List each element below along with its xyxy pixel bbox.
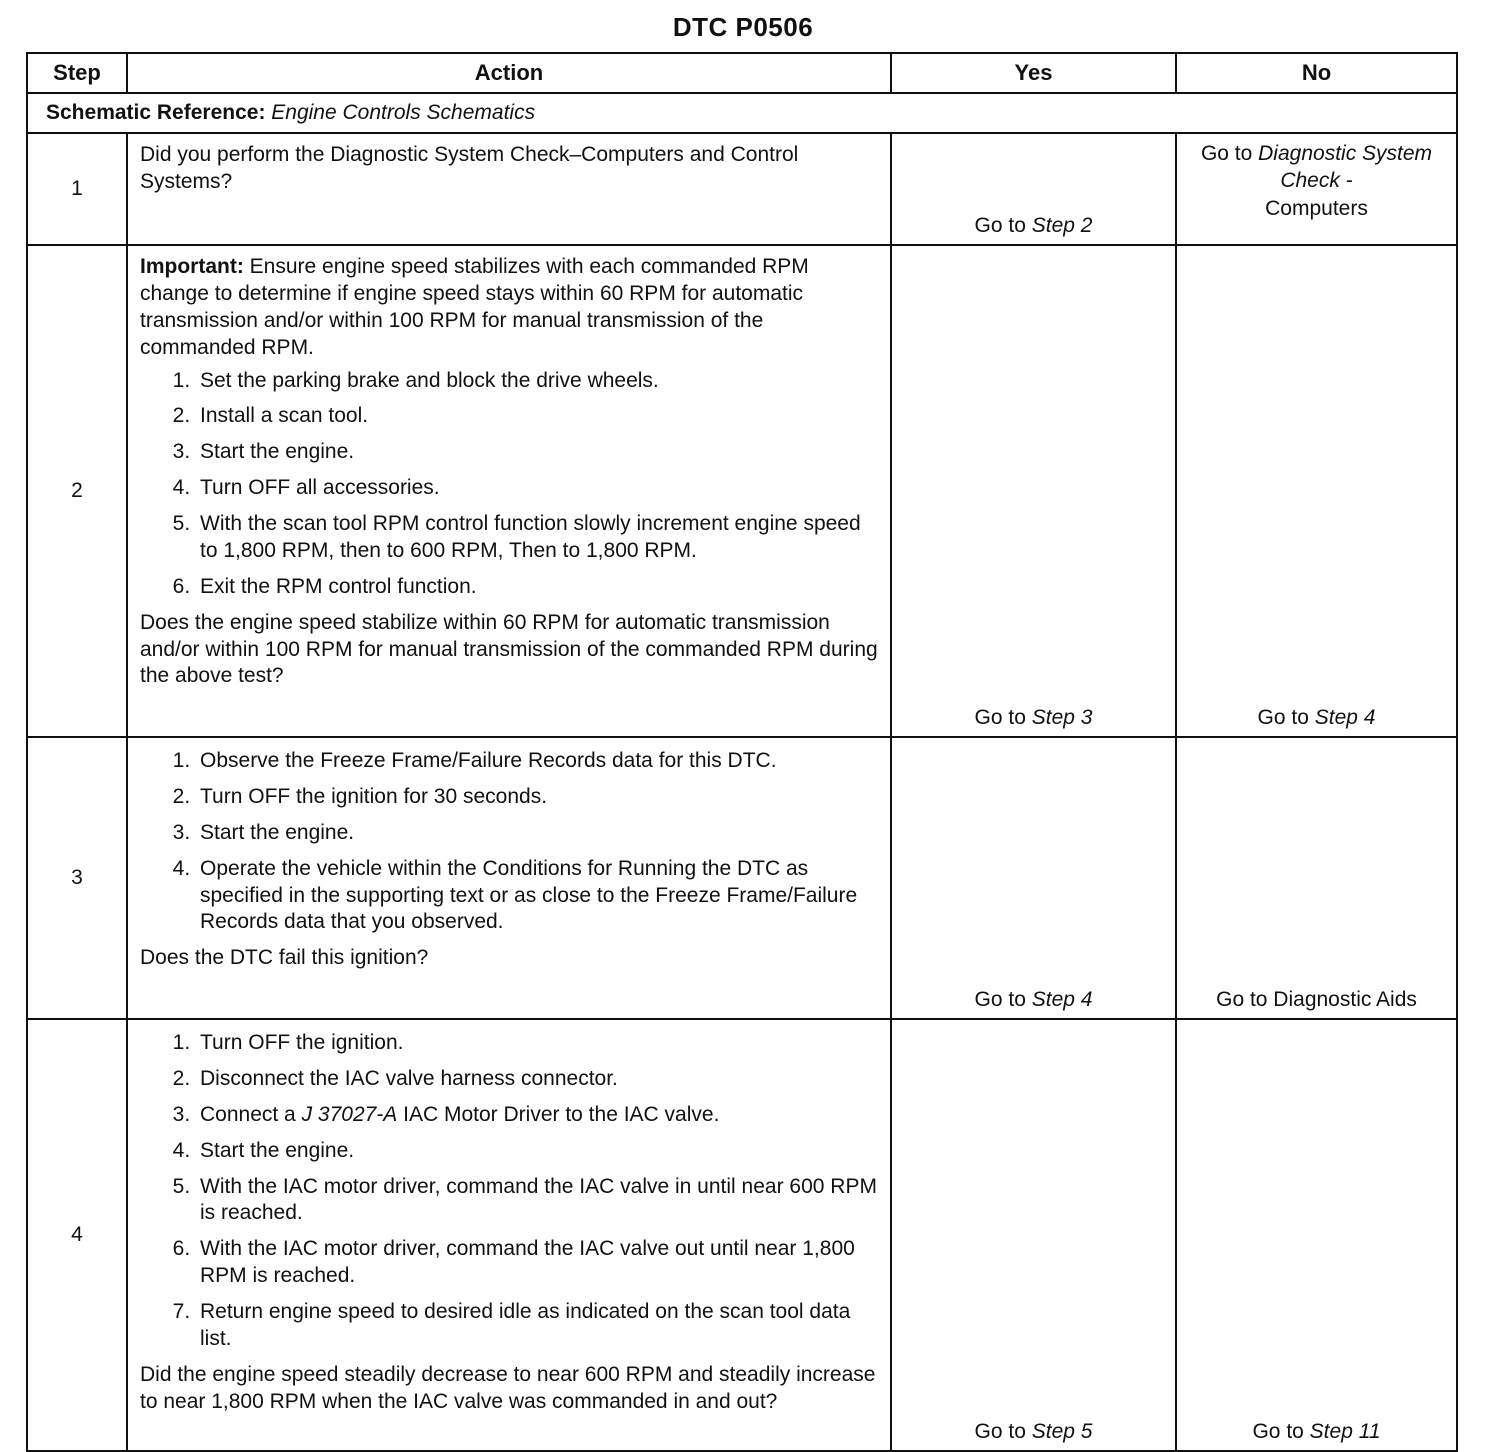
list-item: 2. Turn OFF the ignition for 30 seconds. [196,784,880,811]
important-note [140,254,880,362]
procedure-list [140,1030,880,1353]
step-number: 3 [27,737,127,1019]
yes-link[interactable]: Step 2 [1031,214,1093,237]
list-item: 1. Turn OFF the ignition. [196,1030,880,1057]
yes-cell [891,737,1176,1019]
schematic-reference [27,93,1457,133]
list-item: 5. With the scan tool RPM control function slowly increment engine speed to 1,800 RPM, then to 600 RPM, Then to 1,800 RPM. [196,511,880,565]
no-prefix: Go to [1200,142,1259,165]
page-title: DTC P0506 [672,12,814,42]
schematic-reference-link[interactable]: Engine Controls Schematics [271,101,536,124]
table-row [27,133,1457,245]
no-prefix: Go to [1257,706,1315,729]
yes-cell [891,1019,1176,1451]
list-item: 4. Turn OFF all accessories. [196,475,880,502]
list-item: 6. With the IAC motor driver, command the IAC valve out until near 1,800 RPM is reached. [196,1236,880,1290]
yes-link[interactable]: Step 4 [1031,988,1093,1011]
question-text: Did you perform the Diagnostic System Check–Computers and Control Systems? [140,143,799,193]
no-cell [1176,133,1457,245]
action-cell [127,245,891,737]
no-cell [1176,1019,1457,1451]
tool-reference: J 37027-A [301,1102,398,1126]
no-link[interactable]: Diagnostic System Check - [1258,142,1433,193]
list-item: 1. Observe the Freeze Frame/Failure Records data for this DTC. [196,748,880,775]
list-item: 7. Return engine speed to desired idle as indicated on the scan tool data list. [196,1299,880,1353]
list-item-text: Connect a [200,1102,302,1126]
list-item: 5. With the IAC motor driver, command the IAC valve in until near 600 RPM is reached. [196,1174,880,1228]
yes-link[interactable]: Step 3 [1031,706,1093,729]
header-action: Action [127,53,891,93]
action-cell [127,737,891,1019]
no-suffix: Computers [1265,196,1368,220]
list-item: 3. Start the engine. [196,439,880,466]
list-item [196,1102,880,1129]
no-link[interactable]: Go to Diagnostic Aids [1216,988,1417,1011]
list-item: 2. Install a scan tool. [196,403,880,430]
list-item: 1. Set the parking brake and block the drive wheels. [196,368,880,395]
yes-link[interactable]: Step 5 [1031,1420,1093,1443]
step-number: 1 [27,133,127,245]
no-link[interactable]: Step 11 [1309,1420,1381,1443]
no-prefix: Go to [1252,1420,1310,1443]
schematic-reference-label: Schematic Reference: [46,101,266,124]
list-item: 4. Operate the vehicle within the Conditions for Running the DTC as specified in the supporting text or as close to the Freeze Frame/Failure Records data that you observed. [196,856,880,937]
yes-cell [891,133,1176,245]
table-row [27,1019,1457,1451]
question-text: Did the engine speed steadily decrease to near 600 RPM and steadily increase to near 1,800 RPM when the IAC valve was commanded in and out? [140,1362,876,1413]
procedure-list [140,368,880,601]
table-row [27,245,1457,737]
diagnostic-table [26,52,1458,1452]
yes-prefix: Go to [974,1420,1032,1443]
yes-prefix: Go to [974,988,1032,1011]
no-cell [1176,737,1457,1019]
step-number: 4 [27,1019,127,1451]
procedure-list [140,748,880,936]
header-row [27,53,1457,93]
yes-prefix: Go to [974,706,1032,729]
yes-prefix: Go to [974,214,1032,237]
question-text: Does the engine speed stabilize within 60 RPM for automatic transmission and/or within 100 RPM for manual transmission of the commanded RPM during the above test? [140,610,878,688]
no-link[interactable]: Step 4 [1314,706,1376,729]
list-item: 4. Start the engine. [196,1138,880,1165]
table-row [27,737,1457,1019]
list-item: 6. Exit the RPM control function. [196,574,880,601]
list-item: 2. Disconnect the IAC valve harness connector. [196,1066,880,1093]
important-text: Ensure engine speed stabilizes with each commanded RPM change to determine if engine speed stays within 60 RPM for automatic transmission and/or within 100 RPM for manual transmission of the commanded RPM. [140,255,809,359]
header-yes: Yes [891,53,1176,93]
no-cell [1176,245,1457,737]
yes-cell [891,245,1176,737]
question-text: Does the DTC fail this ignition? [140,946,429,970]
header-step: Step [27,53,127,93]
important-label: Important: [140,255,244,278]
step-number: 2 [27,245,127,737]
schematic-reference-row [27,93,1457,133]
list-item: 3. Start the engine. [196,820,880,847]
action-cell [127,1019,891,1451]
list-item-text: IAC Motor Driver to the IAC valve. [397,1102,720,1126]
action-cell [127,133,891,245]
header-no: No [1176,53,1457,93]
